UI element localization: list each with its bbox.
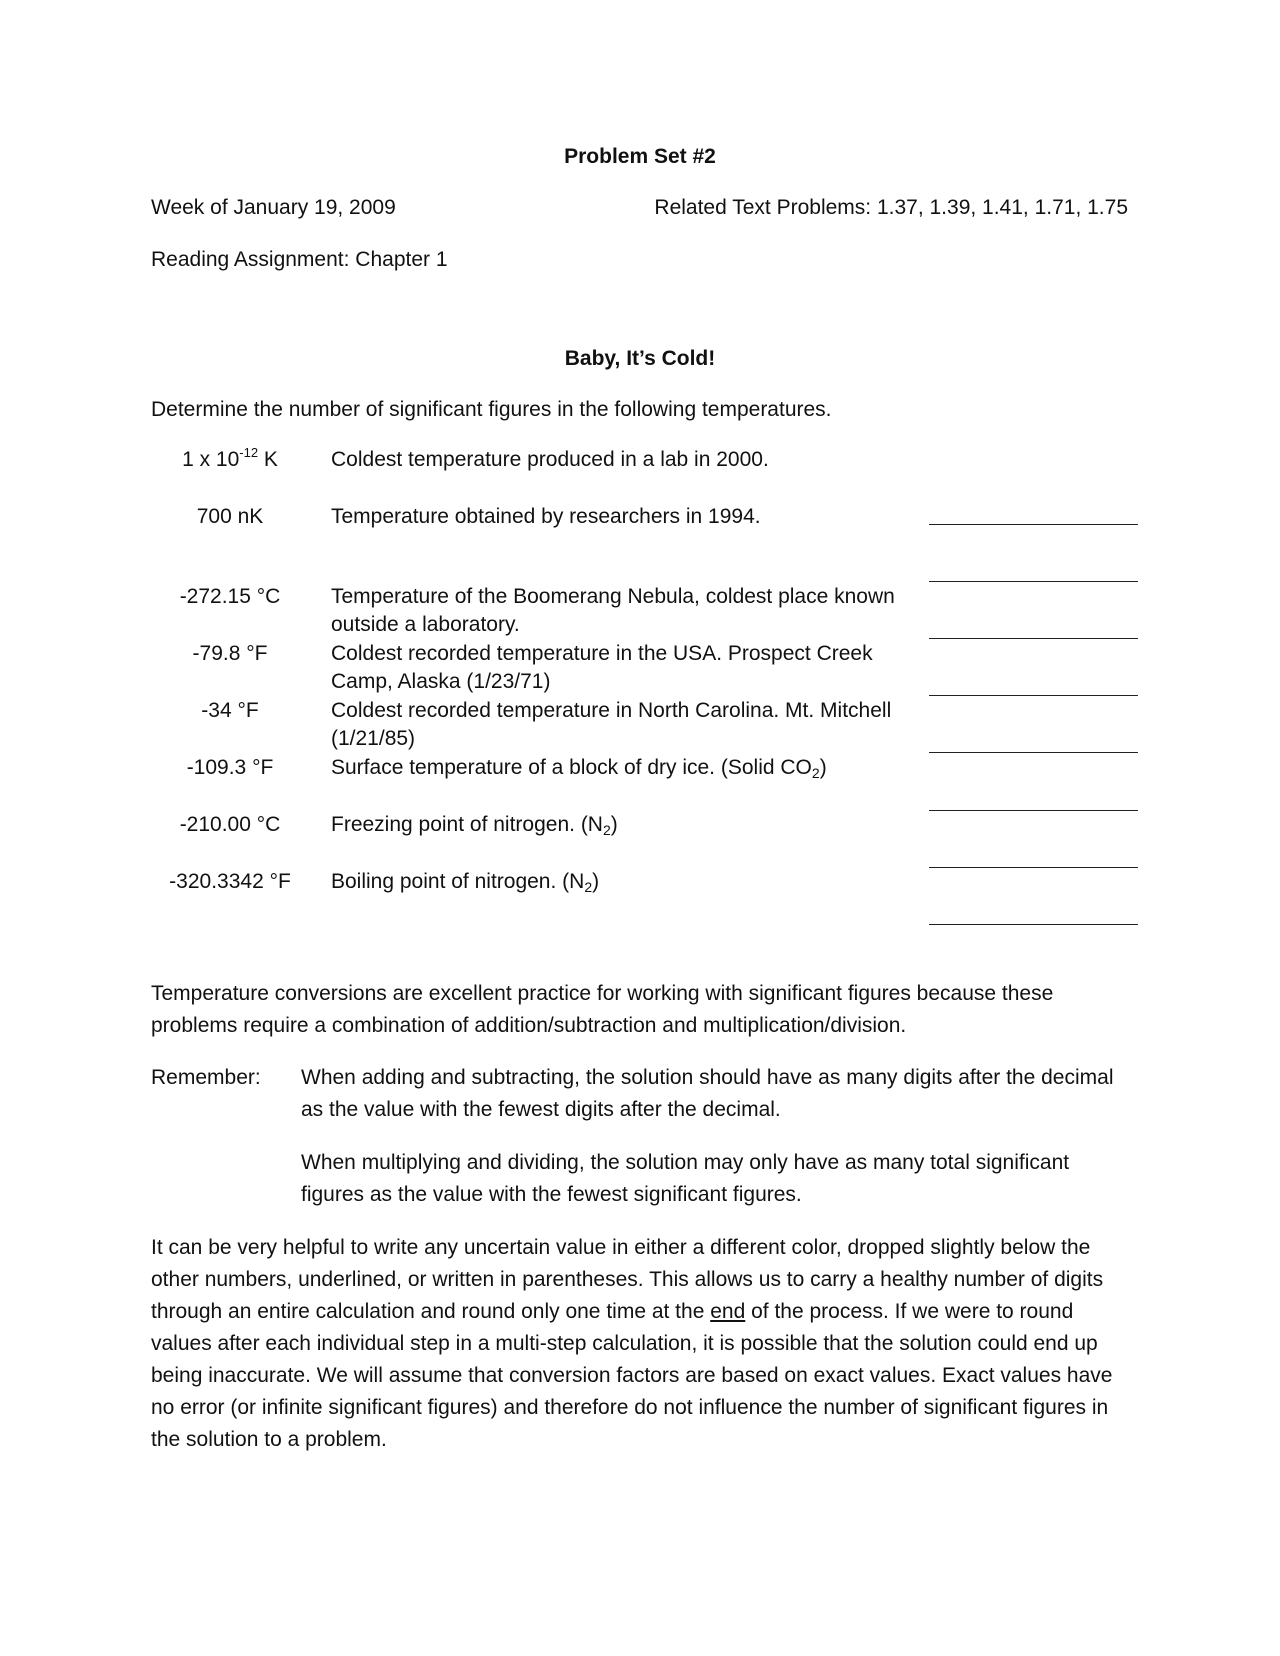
- answer-blank[interactable]: [929, 752, 1138, 753]
- temperature-value: -272.15 °C: [179, 585, 281, 608]
- temperature-value: 1 x $10^{-12}$ K: [182, 445, 278, 471]
- answer-blank[interactable]: [929, 924, 1138, 925]
- remember-rule-add: When adding and subtracting, the solution should have as many digits after the decimal as the value with the fewest digits after the decimal.: [301, 1066, 1114, 1121]
- remember-rule-multiply: When multiplying and dividing, the solution may only have as many total significant figures as the value with the fewest significant figures.: [301, 1151, 1070, 1206]
- answer-blank[interactable]: [929, 867, 1138, 868]
- answer-blank[interactable]: [929, 524, 1138, 525]
- temperature-description: Boiling point of nitrogen. $(N_2)$: [331, 870, 600, 895]
- related-problems: Related Text Problems: 1.37, 1.39, 1.41, 1.71, 1.75: [654, 196, 1128, 219]
- temperature-value: -79.8 °F: [192, 642, 268, 665]
- answer-blank[interactable]: [929, 638, 1138, 639]
- temperature-value: -109.3 °F: [186, 756, 274, 779]
- exponent: -12: [239, 445, 259, 460]
- temperature-description: Surface temperature of a block of dry ice. (Solid $CO_2$): [331, 756, 827, 781]
- temperature-description: Coldest temperature produced in a lab in 2000.: [331, 448, 769, 471]
- temperature-description: Coldest recorded temperature in North Carolina. Mt. Mitchell (1/21/85): [331, 699, 892, 750]
- temperature-description: Temperature obtained by researchers in 1994.: [331, 505, 761, 528]
- remember-label: Remember:: [151, 1066, 261, 1089]
- page-title: Problem Set #2: [564, 145, 716, 168]
- temperature-description: Temperature of the Boomerang Nebula, coldest place known outside a laboratory.: [331, 585, 895, 636]
- closing-paragraph: It can be very helpful to write any uncertain value in either a different color, dropped slightly below the other numbers, underlined, or written in parentheses. This allows us to carry a healthy number of digits through an entire calculation and round only one time at the end of the process. If we were to round values after each individual step in a multi-step calculation, it is possible that the solution could end up being inaccurate. We will assume that conversion factors are based on exact values. Exact values have no error (or infinite significant figures) and therefore do not influence the number of significant figures in the solution to a problem.: [151, 1236, 1113, 1451]
- reading-assignment: Reading Assignment: Chapter 1: [151, 248, 448, 271]
- answer-blank[interactable]: [929, 810, 1138, 811]
- answer-blank[interactable]: [929, 581, 1138, 582]
- week-label: Week of January 19, 2009: [151, 196, 396, 219]
- temperature-value: -210.00 °C: [179, 813, 281, 836]
- temperature-value: -320.3342 °F: [169, 870, 291, 893]
- section-title: Baby, It’s Cold!: [564, 347, 716, 370]
- temperature-value: 700 nK: [196, 505, 264, 528]
- emphasis-end: end: [710, 1300, 746, 1323]
- answer-blank[interactable]: [929, 695, 1138, 696]
- conversion-intro: Temperature conversions are excellent practice for working with significant figures because these problems require a combination of addition/subtraction and multiplication/division.: [151, 982, 1054, 1037]
- temperature-description: Coldest recorded temperature in the USA. Prospect Creek Camp, Alaska (1/23/71): [331, 642, 873, 693]
- instructions: Determine the number of significant figures in the following temperatures.: [151, 398, 832, 421]
- temperature-value: -34 °F: [201, 699, 259, 722]
- temperature-description: Freezing point of nitrogen. $(N_2)$: [331, 813, 618, 838]
